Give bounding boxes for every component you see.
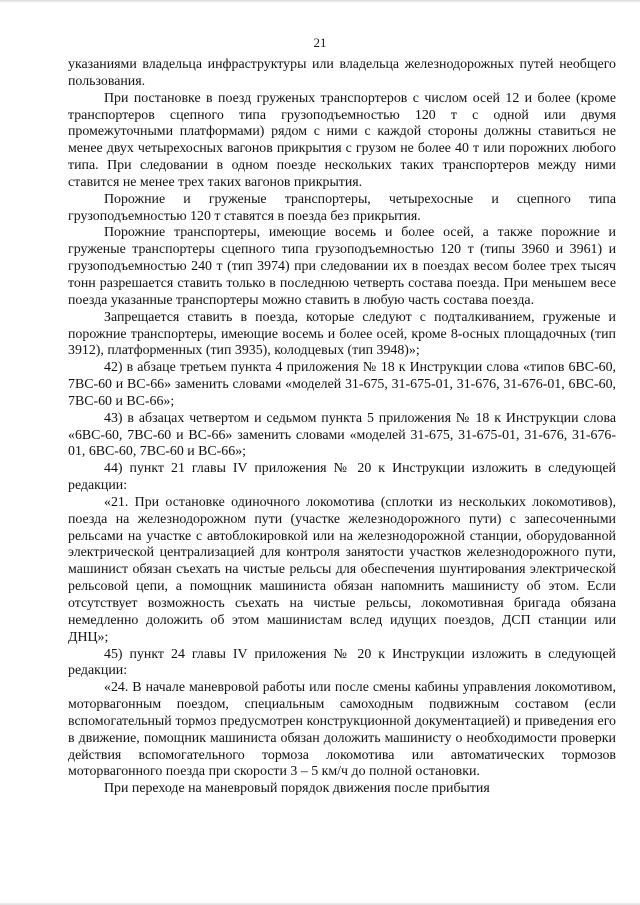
paragraph: При переходе на маневровый порядок движения после прибытия (104, 781, 490, 797)
body-text (68, 57, 616, 798)
paragraph: «24. В начале маневровой работы или после смены кабины управления локомотивом, моторвагонным поездом, специальным самоходным подвижным составом (если вспомогательный тормоз предусмотрен конструкционной документацией) и приведения его в движение, помощник машиниста обязан доложить машинисту о необходимости проверки действия вспомогательного тормоза локомотива или автоматических тормозов моторвагонного поезда при скорости 3 – 5 км/ч до полной остановки. (68, 680, 616, 780)
paragraph: указаниями владельца инфраструктуры или владельца железнодорожных путей необщего пользования. (68, 57, 616, 89)
paragraph: 45) пункт 24 главы IV приложения № 20 к Инструкции изложить в следующей редакции: (68, 646, 616, 679)
paragraph: Порожние и груженые транспортеры, четырехосные и сцепного типа грузоподъемностью 120 т ставятся в поезда без прикрытия. (68, 191, 616, 224)
page-number: 21 (313, 35, 327, 50)
paragraph: При постановке в поезд груженых транспортеров с числом осей 12 и более (кроме транспортеров сцепного типа грузоподъемностью 120 т с одной или двумя промежуточными платформами) рядом с ними с каждой стороны должны ставиться не менее двух четырехосных вагонов прикрытия с грузом не более 40 т или порожних любого типа. При следовании в одном поезде нескольких таких транспортеров между ними ставится не менее трех таких вагонов прикрытия. (68, 90, 616, 190)
paragraph: «21. При остановке одиночного локомотива (сплотки из нескольких локомотивов), поезда на железнодорожном пути (участке железнодорожного пути) с запесоченными рельсами на участке с автоблокировкой или на железнодорожной станции, оборудованной электрической централизацией для контроля занятости участков железнодорожного пути, машинист обязан съехать на чистые рельсы для обеспечения шунтирования электрической рельсовой цепи, а помощник машиниста обязан напомнить машинисту об этом. Если отсутствует возможность съехать на чистые рельсы, локомотивная бригада обязана немедленно доложить об этом машинистам вслед идущих поездов, ДСП станции или ДНЦ»; (68, 494, 616, 645)
paragraph: 43) в абзацах четвертом и седьмом пункта 5 приложения № 18 к Инструкции слова «6ВС-60, 7ВС-60 и ВС-66» заменить словами «моделей 31-675, 31-675-01, 31-676, 31-676-01, 6ВС-60, 7ВС-60 и ВС-66»; (68, 410, 616, 460)
scan-top-edge (0, 0, 640, 3)
paragraph: Порожние транспортеры, имеющие восемь и более осей, а также порожние и груженые транспортеры сцепного типа грузоподъемностью 120 т (типы 3960 и 3961) и грузоподъемностью 240 т (тип 3974) при следовании их в поездах весом более трех тысяч тонн разрешается ставить только в последнюю четверть состава поезда. При меньшем весе поезда указанные транспортеры можно ставить в любую часть состава поезда. (68, 225, 616, 308)
paragraph: 44) пункт 21 главы IV приложения № 20 к Инструкции изложить в следующей редакции: (68, 461, 616, 494)
paragraph: Запрещается ставить в поезда, которые следуют с подталкиванием, груженые и порожние транспортеры, имеющие восемь и более осей, кроме 8-осных площадочных (тип 3912), платформенных (тип 3935), колодцевых (тип 3948)»; (68, 309, 616, 359)
paragraph: 42) в абзаце третьем пункта 4 приложения № 18 к Инструкции слова «типов 6ВС-60, 7ВС-60 и ВС-66» заменить словами «моделей 31-675, 31-675-01, 31-676, 31-676-01, 6ВС-60, 7ВС-60 и ВС-66»; (68, 360, 616, 409)
